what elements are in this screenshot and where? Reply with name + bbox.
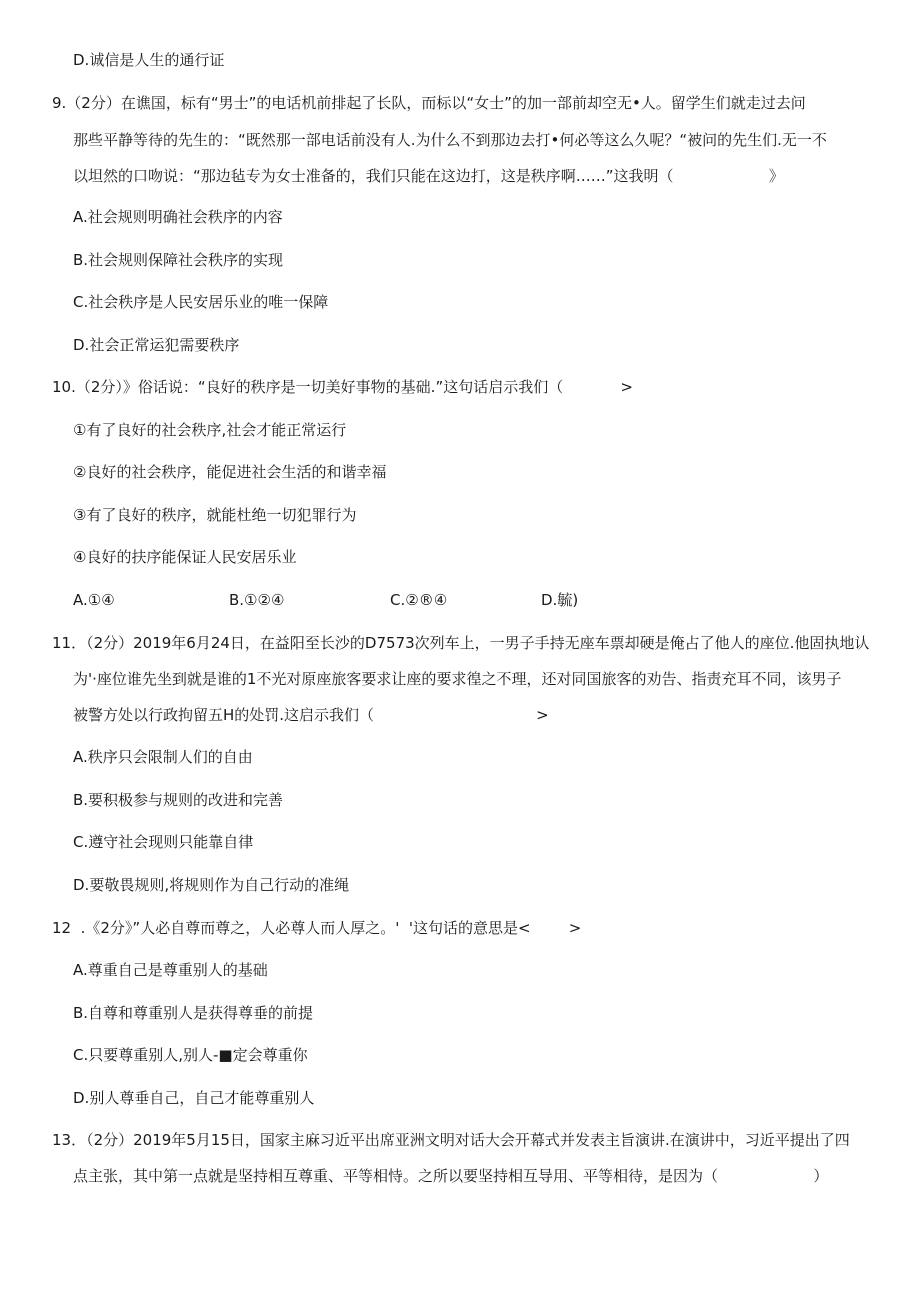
question-9-option-b: B.社会规则保障社会秩序的实现	[73, 251, 284, 269]
question-11-option-b: B.要积极参与规则的改进和完善	[73, 791, 284, 809]
question-10-option-d: D.毓)	[541, 591, 579, 609]
question-13-stem-line-1: 13．（2分）2019年5月15日，国家主麻习近平出席亚洲文明对话大会开幕式并发表主旨演讲.在演讲中，习近平提出了四	[52, 1131, 850, 1149]
question-9-option-a: A.社会规则明确社会秩序的内容	[73, 208, 283, 226]
question-9-option-d: D.社会正常运犯需要秩序	[73, 336, 240, 354]
question-10-statement-1: ①有了良好的社会秩序,社会才能正常运行	[73, 421, 347, 439]
question-10-option-c: C.②®④	[390, 591, 448, 609]
question-11-option-d: D.要敬畏规则,将规则作为自己行动的准绳	[73, 876, 350, 894]
question-10-statement-2: ②良好的社会秩序，能促进社会生活的和谐幸福	[73, 463, 387, 481]
question-12-option-b: B.自尊和尊重别人是获得尊垂的前提	[73, 1004, 314, 1022]
question-11-stem-line-1: 11．（2分）2019年6月24日，在益阳至长沙的D7573次列车上，一男子手持无座车票却硬是俺占了他人的座位.他固执地认	[52, 634, 870, 652]
question-12-option-c: C.只要尊重别人,别人-■定会尊重你	[73, 1046, 308, 1064]
question-11-stem-line-3: 被警方处以行政拘留五H的处罚.这启示我们（ >	[73, 706, 549, 724]
question-9-stem-line-3: 以坦然的口吻说：“那边毡专为女士准备的，我们只能在这边打，这是秩序啊……”这我明（ 》	[73, 167, 784, 185]
question-12-stem: 12 .《2分》”人必自尊而尊之，人必尊人而人厚之。' '这句话的意思是< >	[52, 919, 582, 937]
question-12-option-a: A.尊重自己是尊重别人的基础	[73, 961, 268, 979]
question-10-option-a: A.①④	[73, 591, 115, 609]
question-11-option-a: A.秩序只会限制人们的自由	[73, 748, 253, 766]
question-13-stem-line-2: 点主张，其中第一点就是坚持相互尊重、平等相恃。之所以要坚持相互导用、平等相待，是因为（ ）	[73, 1167, 829, 1185]
question-11-stem-line-2: 为'·座位谁先坐到就是谁的1不光对原座旅客要求让座的要求徨之不理，还对同国旅客的劝告、指责充耳不同，该男子	[73, 670, 842, 688]
question-11-option-c: C.遵守社会现则只能靠自律	[73, 833, 254, 851]
question-10-option-b: B.①②④	[229, 591, 285, 609]
question-10-statement-3: ③有了良好的秩序，就能杜绝一切犯罪行为	[73, 506, 357, 524]
question-9-stem-line-2: 那些平静等待的先生的：“既然那一部电话前没有人.为什么不到那边去打•何必等这么久呢？“被问的先生们.无一不	[73, 131, 827, 149]
question-8-option-d: D.诚信是人生的通行证	[73, 51, 225, 69]
question-9-option-c: C.社会秩序是人民安居乐业的唯一保障	[73, 293, 329, 311]
question-12-option-d: D.别人尊垂自己，自己才能尊重别人	[73, 1089, 315, 1107]
question-9-stem-line-1: 9.（2分）在谯国，标有“男士”的电话机前排起了长队，而标以“女士”的加一部前却空无•人。留学生们就走过去问	[52, 94, 806, 112]
question-10-stem: 10.（2分）》俗话说：“良好的秩序是一切美好事物的基础.”这句话启示我们（ >	[52, 378, 633, 396]
question-10-statement-4: ④良好的扶序能保证人民安居乐业	[73, 548, 297, 566]
